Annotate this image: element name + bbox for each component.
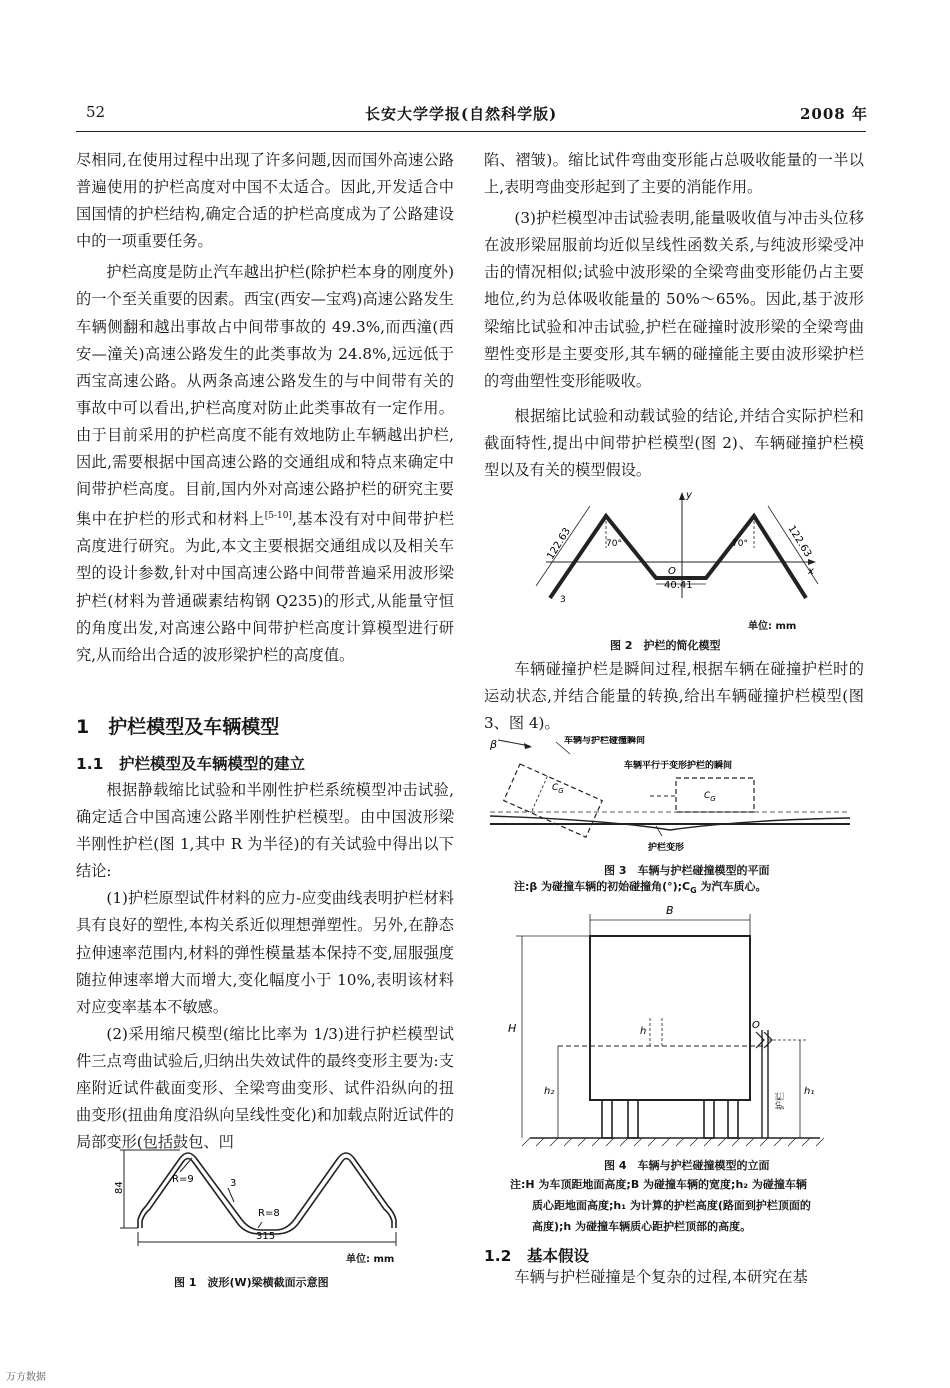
figure-2-unit: 单位: mm bbox=[748, 621, 797, 632]
figure-1-diagram bbox=[110, 1148, 440, 1258]
length-right-label: 122.63 bbox=[785, 523, 814, 560]
figure-1-caption: 图 1 波形(W)梁横截面示意图 bbox=[174, 1276, 329, 1289]
label-parallel: 车辆平行于变形护栏的瞬间 bbox=[624, 761, 733, 771]
watermark: 万方数据 bbox=[6, 1372, 46, 1383]
figure-4-note-line-1: 注:H 为车顶距地面高度;B 为碰撞车辆的宽度;h₂ 为碰撞车辆 bbox=[510, 1178, 807, 1191]
section-1-2-heading: 1.2 基本假设 bbox=[484, 1247, 589, 1265]
label-O: O bbox=[752, 1020, 760, 1031]
left-paragraph-3: 根据静载缩比试验和半刚性护栏系统模型冲击试验,确定适合中国高速公路半刚性护栏模型。由中国波形梁半刚性护栏(图 1,其中 R 为半径)的有关试验中得出以下结论: bbox=[76, 781, 454, 881]
cg-label-1: $C_G$ bbox=[552, 783, 564, 795]
journal-title: 长安大学学报(自然科学版) bbox=[365, 105, 558, 123]
wheel-3 bbox=[704, 1100, 714, 1138]
right-paragraph-2: (3)护栏模型冲击试验表明,能量吸收值与冲击头位移在波形梁屈服前均近似呈线性函数关系,与纯波形梁受冲击的情况相似;试验中波形梁的全梁弯曲变形能仍占主要地位,约为总体吸收能量的 50%～65%。因此,基于波形梁缩比试验和冲击试验,护栏在碰撞时波形梁的全梁弯曲塑性变形是主要变形,其车辆的碰撞能主要由波形梁护栏的弯曲塑性变形能吸收。 bbox=[484, 209, 864, 390]
header-rule bbox=[76, 131, 866, 132]
bottom-width-label: 40.41 bbox=[664, 580, 693, 591]
wheel-4 bbox=[728, 1100, 738, 1138]
length-left-label: 122.63 bbox=[545, 526, 574, 562]
figure-4-note bbox=[510, 1174, 866, 1237]
label-h1: h₁ bbox=[804, 1086, 815, 1097]
label-impact-instant: 车辆与护栏碰撞瞬间 bbox=[564, 736, 646, 746]
section-1-1-heading: 1.1 护栏模型及车辆模型的建立 bbox=[76, 755, 305, 773]
right-paragraph-1: 陷、褶皱)。缩比试件弯曲变形能占总吸收能量的一半以上,表明弯曲变形起到了主要的消能作用。 bbox=[484, 151, 864, 197]
angle-right-label: 70° bbox=[732, 539, 748, 549]
car-parallel bbox=[650, 778, 754, 812]
label-h: h bbox=[640, 1026, 647, 1037]
beta-label: β bbox=[490, 738, 498, 751]
section-1-heading: 1 护栏模型及车辆模型 bbox=[76, 716, 280, 738]
figure-3-note: 注:β 为碰撞车辆的初始碰撞角$(^\circ);C_G$ 为汽车质心。 bbox=[514, 880, 767, 896]
left-paragraph-1: 尽相同,在使用过程中出现了许多问题,因而国外高速公路普遍使用的护栏高度对中国不太适合。因此,开发适合中国国情的护栏结构,确定合适的护栏高度成为了公路建设中的一项重要任务。 bbox=[76, 151, 454, 251]
label-h2: h₂ bbox=[544, 1086, 555, 1097]
axis-y-label: y bbox=[686, 490, 692, 501]
label-B: B bbox=[666, 904, 674, 917]
label-H: H bbox=[508, 1022, 517, 1035]
wheel-2 bbox=[628, 1100, 638, 1138]
dim-thickness-label: 3 bbox=[230, 1178, 237, 1189]
left-column bbox=[76, 147, 454, 669]
figure-4-note-line-2: 质心距地面高度;h₁ 为计算的护栏高度(路面到护栏顶面的 bbox=[532, 1199, 811, 1212]
citation-ref: [5-10] bbox=[264, 511, 292, 522]
right-column-mid bbox=[484, 656, 864, 737]
left-paragraph-2-text: 护栏高度是防止汽车越出护栏(除护栏本身的刚度外)的一个至关重要的因素。西宝(西安—宝鸡)高速公路发生车辆侧翻和越出事故占中间带事故的 49.3%,而西潼(西安—潼关)高速公路发生的此类事故为 24.8%,远远低于西宝高速公路。从两条高速公路发生的与中间带有关的事故中可以看出,护栏高度对防止此类事故有一定作用。由于目前采用的护栏高度不能有效地防止车辆越出护栏,因此,需要根据中国高速公路的交通组成和特点来确定中间带护栏高度。目前,国内外对高速公路护栏的研究主要集中在护栏的形式和材料上 bbox=[76, 263, 454, 529]
figure-4-caption: 图 4 车辆与护栏碰撞模型的立面 bbox=[604, 1159, 770, 1172]
year: 2008 年 bbox=[800, 105, 868, 123]
figure-4-note-line-3: 高度);h 为碰撞车辆质心距护栏顶部的高度。 bbox=[532, 1220, 752, 1233]
page-number: 52 bbox=[86, 103, 106, 121]
wheel-1 bbox=[602, 1100, 612, 1138]
figure-2-caption: 图 2 护栏的简化模型 bbox=[610, 639, 721, 652]
dim-height-label: 84 bbox=[114, 1181, 125, 1194]
w-beam-inner bbox=[142, 1159, 392, 1235]
right-column bbox=[484, 147, 864, 484]
figure-2-diagram bbox=[526, 488, 826, 628]
dim-radius1-label: R=9 bbox=[172, 1174, 194, 1185]
label-rail-deform: 护栏变形 bbox=[648, 843, 685, 853]
figure-4-diagram bbox=[500, 900, 840, 1150]
car-impact-instant bbox=[504, 764, 602, 837]
figure-3-diagram bbox=[490, 736, 860, 856]
left-paragraph-5: (2)采用缩尺模型(缩比比率为 1/3)进行护栏模型试件三点弯曲试验后,归纳出失效试件的最终变形主要为:支座附近试件截面变形、全梁弯曲变形、试件沿纵向的扭曲变形(扭曲角度沿纵向呈线性变化)和加载点附近试件的局部变形(包括鼓包、凹 bbox=[76, 1024, 454, 1152]
right-paragraph-3: 根据缩比试验和动载试验的结论,并结合实际护栏和截面特性,提出中间带护栏模型(图 2)、车辆碰撞护栏模型以及有关的模型假设。 bbox=[484, 406, 864, 480]
figure-1-unit: 单位: mm bbox=[346, 1254, 395, 1265]
cg-label-2: $C_G$ bbox=[704, 791, 716, 803]
left-paragraph-2-tail: ,基本没有对中间带护栏高度进行研究。为此,本文主要根据交通组成以及相关车型的设计参数,针对中国高速公路中间带普遍采用波形梁护栏(材料为普通碳素结构钢 Q235)的形式,从能量守恒的角度出发,对高速公路中间带护栏高度计算模型进行研究,从而给出合适的波形梁护栏的高度值。 bbox=[76, 510, 455, 664]
label-guardrail: 护栏 bbox=[776, 1091, 786, 1110]
left-column-lower bbox=[76, 777, 454, 1156]
left-paragraph-4: (1)护栏原型试件材料的应力-应变曲线表明护栏材料具有良好的塑性,本构关系近似理想弹塑性。另外,在静态拉伸速率范围内,材料的弹性模量基本保持不变,屈服强度随拉伸速率增大而增大,变化幅度小于 10%,表明该材料对应变率基本不敏感。 bbox=[76, 889, 454, 1016]
angle-left-label: 70° bbox=[606, 539, 622, 549]
right-paragraph-4: 车辆碰撞护栏是瞬间过程,根据车辆在碰撞护栏时的运动状态,并结合能量的转换,给出车辆碰撞护栏模型(图 3、图 4)。 bbox=[484, 660, 864, 733]
dim-radius2-label: R=8 bbox=[258, 1208, 280, 1219]
corner-label: 3 bbox=[560, 595, 566, 605]
left-paragraph-2 bbox=[76, 259, 454, 668]
origin-label: O bbox=[668, 566, 676, 577]
dim-width-label: 315 bbox=[256, 1231, 276, 1242]
right-column-bottom bbox=[484, 1264, 864, 1291]
axis-x-label: x bbox=[808, 566, 814, 577]
right-paragraph-5: 车辆与护栏碰撞是个复杂的过程,本研究在基 bbox=[514, 1268, 808, 1286]
figure-3-caption: 图 3 车辆与护栏碰撞模型的平面 bbox=[604, 864, 770, 877]
vehicle-body bbox=[590, 936, 750, 1100]
